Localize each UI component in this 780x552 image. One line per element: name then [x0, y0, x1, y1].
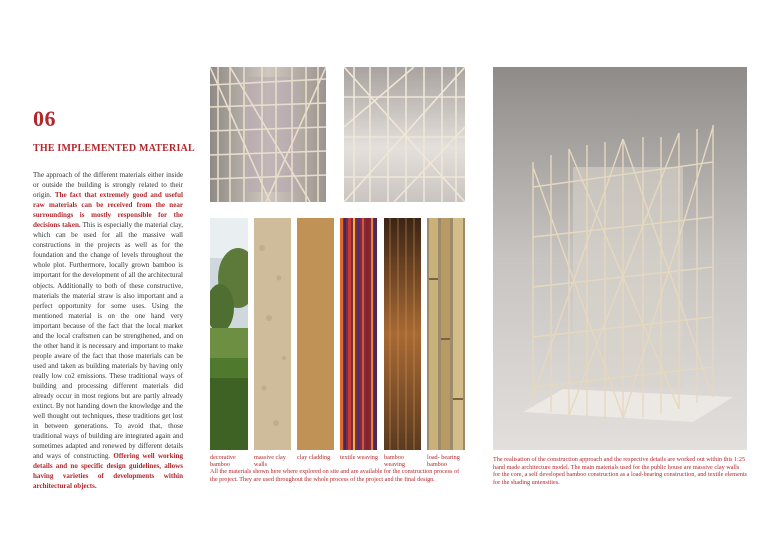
material-label-clay-cladding: clay cladding: [297, 454, 331, 461]
section-title: THE IMPLEMENTED MATERIAL: [33, 143, 195, 154]
section-number: 06: [33, 106, 56, 131]
material-label-massive-clay-walls: massive clay walls: [254, 454, 286, 469]
body-text: [33, 170, 183, 492]
model-detail-photo-1: [210, 67, 326, 202]
body-paragraph-2: This is especially the material clay, which can be used for all the massive wall constructions in the projects as well as for the foundation and the change of levels throughout the whole plot. Furthermore, locally grown bamboo is important for the development of all the architectural objects. Additionally to both of these constructive, materials the material straw is also important and a perfect opportunity for some uses. Using the mentioned material is on the one hand very important because of the fact that the local market and the local craftsmen can be strengthened, and on the other hand it is necessary and important to make people aware of the fact that those materials can be used and taken as building materials by having only really low co2 emissions. These traditional ways of building and processing different materials did already occur in most regions but are partly already extinct. By not handing down the knowledge and the well thought out techniques, these traditions get lost in between generations. To avoid that, those traditional ways of building are integrated again and sometimes adapted and renewed by different details and ways of constructing.: [33, 221, 183, 461]
material-label-bamboo-weaving: bamboo weaving: [384, 454, 405, 469]
material-label-textile-weaving: textile weaving: [340, 454, 378, 461]
material-label-load-bearing-bamboo: load- bearing bamboo: [427, 454, 460, 469]
body-highlight-2: Offering well working details and no specific design guidelines, allows having varieties of developments within architectural objects.: [33, 452, 183, 491]
material-photo-textile-weaving: [340, 218, 377, 450]
material-photo-clay-cladding: [297, 218, 334, 450]
model-caption: The realisation of the construction approach and the respective details are worked out within this 1:25 hand made architecture model. The main materials used for the public house are massive clay walls for the core, a self developed bamboo construction as a load-bearing construction, and textile elements for the shading untensities.: [493, 456, 747, 486]
material-photo-load-bearing-bamboo: [427, 218, 465, 450]
body-highlight-1: The fact that extremely good and useful raw materials can be received from the near surroundings is mostly responsible for the decisions taken.: [33, 191, 183, 230]
material-photo-decorative-bamboo: [210, 218, 248, 450]
material-photo-massive-clay-walls: [254, 218, 291, 450]
model-detail-photo-2: [344, 67, 465, 202]
architecture-model-photo: [493, 67, 747, 450]
materials-caption: All the materials shown here where explored on site and are available for the construction process of the project. They are used throughout the whole process of the project and the final design.: [210, 468, 460, 483]
material-photo-bamboo-weaving: [384, 218, 421, 450]
body-paragraph-1: The approach of the different materials either inside or outside the building is strongly related to their origin.: [33, 171, 183, 200]
material-label-decorative-bamboo: decorative bamboo: [210, 454, 236, 469]
